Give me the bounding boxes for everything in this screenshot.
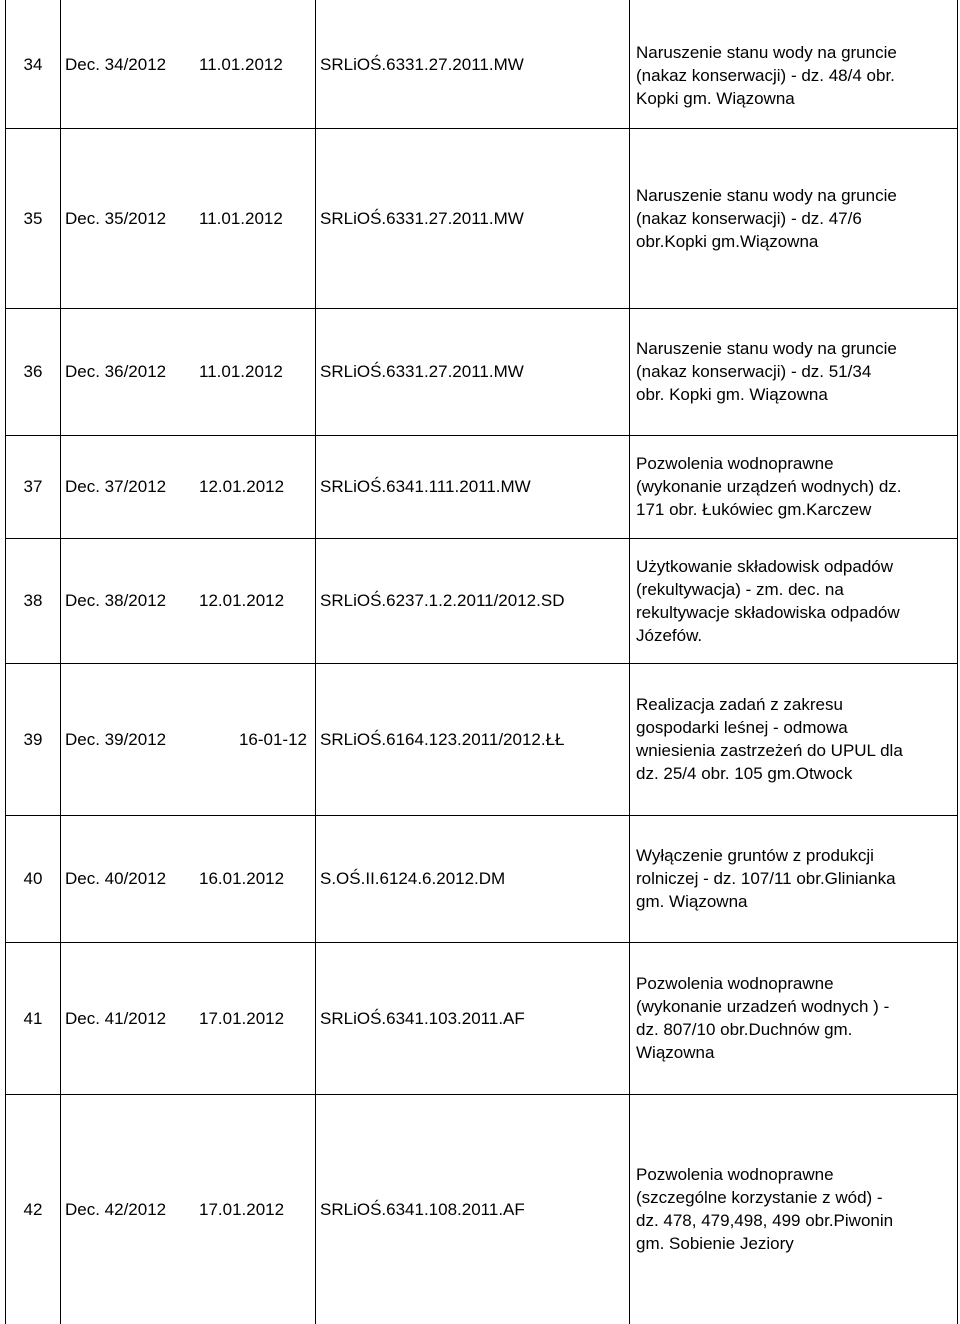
description-line: Naruszenie stanu wody na gruncie [636, 339, 897, 358]
description-line: rekultywacje składowiska odpadów [636, 602, 900, 622]
row-number: 35 [23, 208, 43, 228]
row-number: 42 [23, 1199, 43, 1219]
case-description [636, 815, 954, 942]
case-description [636, 538, 954, 663]
description-line: (nakaz konserwacji) - dz. 48/4 obr. [636, 65, 895, 85]
row-number: 41 [23, 1008, 43, 1028]
row-number: 34 [23, 54, 43, 74]
description-line: (szczególne korzystanie z wód) - [636, 1188, 883, 1207]
decision-date: 17.01.2012 [199, 1008, 285, 1028]
description-line: obr.Kopki gm.Wiązowna [636, 231, 819, 251]
decision-date: 11.01.2012 [199, 362, 283, 381]
row-number: 36 [23, 362, 43, 381]
case-description [636, 663, 954, 815]
description-line: dz. 807/10 obr.Duchnów gm. [636, 1020, 853, 1039]
description-line: Naruszenie stanu wody na gruncie [636, 42, 897, 62]
column-divider [315, 0, 316, 1324]
case-signature: SRLiOŚ.6341.103.2011.AF [320, 1008, 525, 1028]
row-number: 40 [23, 869, 43, 888]
case-signature: SRLiOŚ.6331.27.2011.MW [320, 54, 524, 74]
decision-number: Dec. 38/2012 [65, 591, 167, 610]
description-line: (nakaz konserwacji) - dz. 47/6 [636, 208, 862, 228]
decision-number: Dec. 34/2012 [65, 54, 167, 74]
description-line: Użytkowanie składowisk odpadów [636, 556, 894, 576]
description-line: gm. Sobienie Jeziory [636, 1234, 794, 1253]
description-line: Pozwolenia wodnoprawne [636, 454, 834, 473]
description-line: 171 obr. Łukówiec gm.Karczew [636, 500, 872, 519]
case-signature: SRLiOŚ.6237.1.2.2011/2012.SD [320, 591, 565, 610]
description-line: Wiązowna [636, 1043, 715, 1062]
row-number: 39 [23, 729, 43, 749]
description-line: rolniczej - dz. 107/11 obr.Glinianka [636, 869, 896, 888]
case-signature: SRLiOŚ.6341.111.2011.MW [320, 477, 531, 496]
case-description [636, 22, 954, 128]
row-number: 37 [23, 477, 43, 496]
decision-number: Dec. 36/2012 [65, 362, 167, 381]
case-signature: SRLiOŚ.6331.27.2011.MW [320, 208, 524, 228]
column-divider [629, 0, 630, 1324]
row-number: 38 [23, 591, 43, 610]
description-line: gm. Wiązowna [636, 892, 748, 911]
description-line: dz. 25/4 obr. 105 gm.Otwock [636, 764, 853, 783]
decision-date: 12.01.2012 [199, 591, 285, 610]
decision-date: 16-01-12 [238, 729, 307, 749]
description-line: (rekultywacja) - zm. dec. na [636, 579, 844, 599]
description-line: (nakaz konserwacji) - dz. 51/34 [636, 362, 872, 381]
case-description [636, 1094, 954, 1324]
table-border-left [5, 0, 6, 1324]
description-line: obr. Kopki gm. Wiązowna [636, 385, 828, 404]
decision-date: 17.01.2012 [199, 1199, 285, 1219]
description-line: gospodarki leśnej - odmowa [636, 718, 848, 737]
decision-number: Dec. 42/2012 [65, 1199, 167, 1219]
decision-date: 11.01.2012 [199, 54, 283, 74]
case-description [636, 942, 954, 1094]
decision-number: Dec. 41/2012 [65, 1008, 167, 1028]
column-divider [60, 0, 61, 1324]
decision-number: Dec. 37/2012 [65, 477, 167, 496]
decision-number: Dec. 39/2012 [65, 729, 167, 749]
decision-date: 16.01.2012 [199, 869, 285, 888]
case-signature: SRLiOŚ.6331.27.2011.MW [320, 362, 524, 381]
description-line: Józefów. [636, 625, 703, 645]
case-signature: SRLiOŚ.6164.123.2011/2012.ŁŁ [320, 729, 565, 749]
description-line: wniesienia zastrzeżeń do UPUL dla [636, 741, 903, 760]
case-description [636, 435, 954, 538]
decision-number: Dec. 40/2012 [65, 869, 167, 888]
description-line: Naruszenie stanu wody na gruncie [636, 185, 897, 205]
decision-number: Dec. 35/2012 [65, 208, 167, 228]
description-line: Pozwolenia wodnoprawne [636, 974, 834, 993]
description-line: Realizacja zadań z zakresu [636, 695, 843, 714]
description-line: (wykonanie urzadzeń wodnych ) - [636, 997, 890, 1016]
description-line: dz. 478, 479,498, 499 obr.Piwonin [636, 1211, 894, 1230]
case-description [636, 308, 954, 435]
description-line: Kopki gm. Wiązowna [636, 88, 795, 108]
case-signature: S.OŚ.II.6124.6.2012.DM [320, 869, 506, 888]
case-description [636, 128, 954, 308]
decision-date: 11.01.2012 [199, 208, 283, 228]
decision-date: 12.01.2012 [199, 477, 285, 496]
description-line: (wykonanie urządzeń wodnych) dz. [636, 477, 902, 496]
description-line: Wyłączenie gruntów z produkcji [636, 846, 874, 865]
description-line: Pozwolenia wodnoprawne [636, 1165, 834, 1184]
table-border-right [957, 0, 958, 1324]
case-signature: SRLiOŚ.6341.108.2011.AF [320, 1199, 525, 1219]
